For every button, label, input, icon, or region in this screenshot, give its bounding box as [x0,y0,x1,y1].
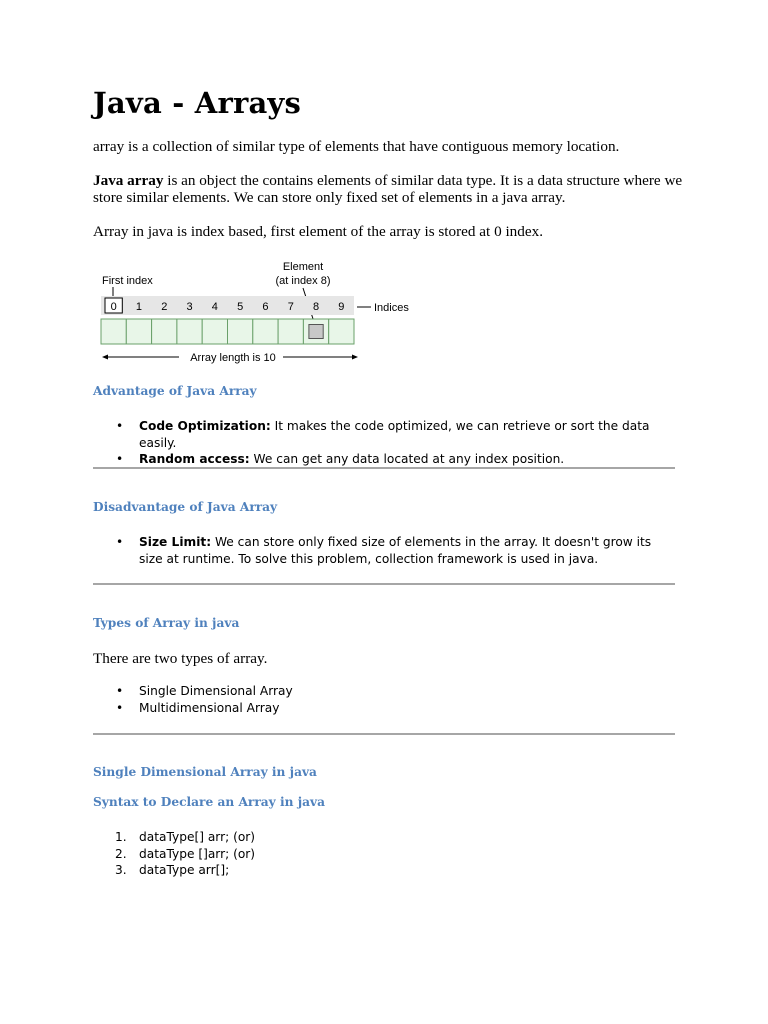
index-label-6: 6 [262,301,269,313]
array-cell [253,319,278,344]
section-divider [93,733,675,735]
array-cell [177,319,202,344]
index-label-3: 3 [186,301,193,313]
array-cell [278,319,303,344]
array-cell [202,319,227,344]
disadvantage-heading: Disadvantage of Java Array [93,500,278,514]
array-cell [228,319,253,344]
list-item: • Size Limit: We can store only fixed size of elements in the array. It doesn't grow its size at runtime. To solve this problem, collection framework is used in java. [116,535,652,566]
list-item: 2. dataType []arr; (or) [115,846,256,861]
first-index-label: First index [102,275,153,287]
highlighted-element [309,325,323,339]
indices-row [101,296,354,315]
index-label-1: 1 [135,301,143,313]
disadvantage-list [93,534,673,567]
index-label-2: 2 [161,301,168,313]
java-array-description: is an object the contains elements of similar data type. It is a data structure where we store similar elements. We can store only fixed set of elements in a java array. [93,172,683,206]
index-label-9: 9 [338,301,345,313]
advantage-heading: Advantage of Java Array [93,384,257,398]
array-cell [329,319,354,344]
intro-paragraph: array is a collection of similar type of elements that have contiguous memory location. [93,138,620,155]
list-item: 1. dataType[] arr; (or) [115,830,256,844]
syntax-list [93,829,673,879]
page-title: Java - Arrays [93,86,302,120]
types-heading: Types of Array in java [93,616,240,630]
element-label: Element [282,261,324,273]
java-array-term: Java array [93,172,164,189]
types-intro: There are two types of array. [93,650,268,667]
advantage-list [93,418,673,468]
syntax-heading: Syntax to Declare an Array in java [93,795,326,809]
list-item: • Multidimensional Array [116,700,280,715]
list-item: • Random access: We can get any data located at any index position. [116,452,565,466]
array-cell [101,319,126,344]
index-based-paragraph: Array in java is index based, first element of the array is stored at 0 index. [93,223,543,240]
element-index-label: (at index 8) [275,275,331,287]
index-label-0: 0 [110,301,117,313]
single-dimensional-heading: Single Dimensional Array in java [93,765,317,779]
list-item: • Single Dimensional Array [116,684,293,698]
list-item: 3. dataType arr[]; [115,863,230,877]
section-divider [93,467,675,469]
indices-label: Indices [374,302,409,314]
java-array-paragraph [93,172,683,206]
array-length-label: Array length is 10 [190,352,276,364]
list-item: • Code Optimization: It makes the code optimized, we can retrieve or sort the data easily. [116,419,650,450]
index-label-7: 7 [287,301,294,313]
types-list [93,683,673,716]
index-label-8: 8 [312,301,320,313]
array-diagram [93,255,433,370]
index-label-4: 4 [211,301,218,313]
index-label-5: 5 [237,301,244,313]
array-cell [126,319,151,344]
cells-row [101,319,354,344]
section-divider [93,583,675,585]
array-cell [152,319,177,344]
